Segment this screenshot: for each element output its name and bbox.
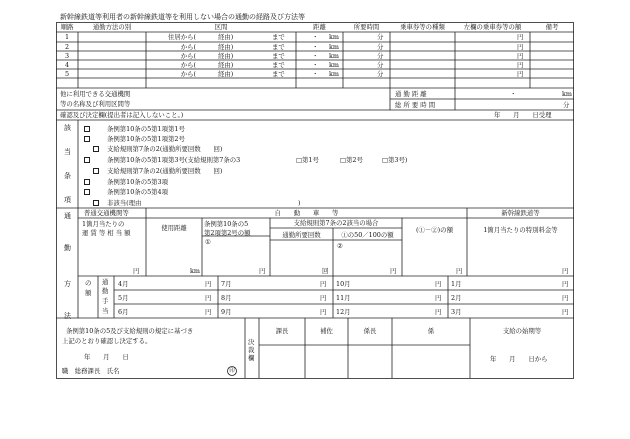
row-dot: ・: [312, 70, 319, 78]
row-min: 分: [377, 52, 384, 60]
row-km: km: [329, 33, 339, 41]
header-no: 順路: [60, 23, 74, 31]
row-from: から(: [180, 61, 196, 69]
row-to: まで: [272, 43, 285, 51]
row-dot: ・: [312, 52, 319, 60]
start-date: 年 月 日から: [490, 355, 548, 363]
clause-checkbox[interactable]: [84, 157, 90, 163]
clause-checkbox[interactable]: [93, 168, 99, 174]
month-yen: 円: [205, 280, 212, 288]
row-km: km: [329, 70, 339, 78]
month-yen: 円: [205, 294, 212, 302]
decision-text: 条例第10条の5及び支給規則の規定に基づき: [66, 327, 194, 335]
clause-label: 支給規則第7条の2(通勤所要回数 回): [107, 145, 223, 153]
commute-distance-dot: ・: [510, 90, 517, 98]
approval-role: 係: [427, 327, 435, 335]
clause-label: 条例第10条の5第4項: [107, 188, 168, 196]
car-header: 自 動 車 等: [274, 209, 339, 217]
row-km: km: [329, 43, 339, 51]
row-km: km: [329, 52, 339, 60]
start-label: 支給の始期等: [502, 327, 542, 335]
unit-km: km: [190, 267, 200, 275]
decision-text: 上記のとおり確認し決定する。: [62, 337, 152, 345]
month-label: 5月: [118, 294, 129, 302]
clause-label: 非該当(理由: [107, 199, 142, 207]
clause-label: 条例第10条の5第3項: [107, 178, 168, 186]
row-yen: 円: [517, 52, 524, 60]
commute-allowance-char: 手: [102, 297, 109, 305]
month-yen: 円: [320, 280, 327, 288]
clause-label: 条例第10条の5第1項第2号: [107, 135, 185, 143]
amount-label-char: の: [85, 279, 92, 287]
row-yen: 円: [517, 43, 524, 51]
article-2-label: 第2項第2号の額: [204, 229, 251, 237]
row-no: 5: [64, 70, 70, 78]
circle-2: ②: [337, 242, 343, 250]
row-from: から(: [180, 70, 196, 78]
sub-option[interactable]: □第1号: [296, 156, 319, 164]
clause-checkbox[interactable]: [93, 200, 99, 206]
month-yen: 円: [562, 308, 569, 316]
row-from: から(: [180, 43, 196, 51]
date-received: 年 月 日受理: [494, 111, 552, 119]
row-to: まで: [272, 33, 285, 41]
monthly-fare-label: 1箇月当たりの: [82, 220, 125, 228]
rule-7-3-label: 支給規則第7条の2該当の場合: [293, 219, 379, 227]
month-yen: 円: [435, 308, 442, 316]
seal-mark: 印: [229, 368, 235, 374]
other-transport-label: 他に利用できる交通機関: [60, 90, 131, 98]
clause-checkbox[interactable]: [84, 179, 90, 185]
commute-distance-unit: km: [562, 90, 572, 98]
commute-allowance-char: 当: [102, 307, 109, 315]
method-side-char: 勤: [64, 244, 71, 252]
row-dot: ・: [312, 61, 319, 69]
special-allowance-label: 1箇月当たりの特別料金等: [483, 226, 558, 234]
decision-official: 職 総務課長 氏名: [62, 367, 120, 375]
month-yen: 円: [562, 294, 569, 302]
ratio-label: ①の50／100の額: [341, 231, 394, 239]
clause-checkbox[interactable]: [84, 136, 90, 142]
row-no: 3: [64, 52, 70, 60]
clause-checkbox[interactable]: [84, 189, 90, 195]
unit-yen: 円: [456, 267, 463, 275]
header-method: 通勤方法の別: [92, 23, 132, 31]
total-time-label: 総 所 要 時 間: [395, 101, 436, 109]
clause-label: 条例第10条の5第1項第3号(支給規則第7条の3: [107, 156, 241, 164]
article-2-label: 条例第10条の5: [204, 220, 249, 228]
row-no: 4: [64, 61, 70, 69]
row-to: まで: [272, 70, 285, 78]
month-yen: 円: [562, 280, 569, 288]
circle-1: ①: [205, 238, 211, 246]
row-from: 住居から(: [167, 33, 196, 41]
row-min: 分: [377, 70, 384, 78]
row-yen: 円: [517, 61, 524, 69]
row-no: 2: [64, 43, 70, 51]
distance-used-label: 使用距離: [161, 224, 187, 232]
shinkansen-header: 新幹線鉄道等: [501, 209, 540, 217]
month-label: 10月: [336, 280, 351, 288]
row-via: 経由): [218, 43, 234, 51]
month-label: 7月: [221, 280, 232, 288]
side-label-char: 当: [64, 148, 71, 156]
clause-checkbox[interactable]: [93, 146, 99, 152]
month-yen: 円: [320, 308, 327, 316]
sub-option[interactable]: □第2号: [340, 156, 363, 164]
month-label: 2月: [451, 294, 462, 302]
method-side-char: 通: [64, 212, 71, 220]
commute-allowance-char: 勤: [102, 287, 109, 295]
diff-amount-label: (①－②)の額: [416, 226, 453, 234]
other-transport-label: 等の名称及び利用区間等: [60, 100, 131, 108]
approval-role: 補佐: [320, 327, 333, 335]
unit-kai: 回: [322, 267, 329, 275]
unit-yen: 円: [133, 267, 140, 275]
trip-count-label: 通勤所要回数: [282, 231, 321, 239]
row-min: 分: [377, 33, 384, 41]
clause-label: 支給規則第7条の2(通勤所要回数 回): [107, 167, 223, 175]
unit-yen: 円: [562, 267, 569, 275]
public-transport-header: 普通交通機関等: [84, 209, 129, 217]
method-side-char: 法: [64, 312, 71, 320]
month-label: 12月: [336, 308, 351, 316]
confirmation-heading: 確認及び決定欄(提出者は記入しないこと。): [60, 111, 184, 119]
month-label: 3月: [451, 308, 462, 316]
header-section: 区間: [214, 23, 228, 31]
row-min: 分: [377, 43, 384, 51]
commute-distance-label: 通 勤 距 離: [395, 90, 427, 98]
amount-label-char: 額: [85, 289, 92, 297]
non-applicable-close: ): [298, 199, 301, 207]
form-title: 新幹線鉄道等利用者の新幹線鉄道等を利用しない場合の通勤の経路及び方法等: [60, 13, 305, 21]
unit-yen: 円: [259, 267, 266, 275]
row-via: 経由): [218, 33, 234, 41]
month-yen: 円: [435, 280, 442, 288]
row-via: 経由): [218, 61, 234, 69]
row-dot: ・: [312, 33, 319, 41]
row-min: 分: [377, 61, 384, 69]
month-yen: 円: [435, 294, 442, 302]
method-side-char: 方: [64, 280, 71, 288]
monthly-fare-label: 運 賃 等 相 当 額: [82, 229, 131, 237]
header-ticket-type: 乗車券等の種類: [400, 23, 445, 31]
month-label: 11月: [336, 294, 351, 302]
row-km: km: [329, 61, 339, 69]
clause-checkbox[interactable]: [84, 126, 90, 132]
row-to: まで: [272, 52, 285, 60]
header-time: 所要時間: [353, 23, 380, 31]
month-label: 1月: [451, 280, 462, 288]
approval-label: 決裁欄: [248, 338, 255, 362]
header-fare: 左欄の乗車券等の額: [463, 23, 522, 31]
header-distance: 距離: [313, 23, 326, 31]
side-label-char: 条: [64, 172, 71, 180]
row-dot: ・: [312, 43, 319, 51]
total-time-unit: 分: [563, 101, 570, 109]
row-via: 経由): [218, 52, 234, 60]
clause-label: 条例第10条の5第1項第1号: [107, 125, 185, 133]
row-from: から(: [180, 52, 196, 60]
month-yen: 円: [320, 294, 327, 302]
row-yen: 円: [517, 70, 524, 78]
approval-role: 係長: [363, 327, 377, 335]
row-yen: 円: [517, 33, 524, 41]
month-label: 9月: [221, 308, 232, 316]
approval-role: 課長: [275, 327, 289, 335]
unit-yen: 円: [390, 267, 397, 275]
row-no: 1: [64, 33, 70, 41]
row-to: まで: [272, 61, 285, 69]
month-label: 4月: [118, 280, 129, 288]
decision-date: 年 月 日: [84, 353, 129, 361]
commute-allowance-char: 通: [102, 278, 109, 286]
month-label: 6月: [118, 308, 129, 316]
header-remarks: 備考: [545, 23, 559, 31]
side-label-char: 項: [64, 196, 71, 204]
month-label: 8月: [221, 294, 232, 302]
sub-option[interactable]: □第3号): [382, 156, 408, 164]
side-label-char: 該: [64, 124, 71, 132]
row-via: 経由): [218, 70, 234, 78]
month-yen: 円: [205, 308, 212, 316]
